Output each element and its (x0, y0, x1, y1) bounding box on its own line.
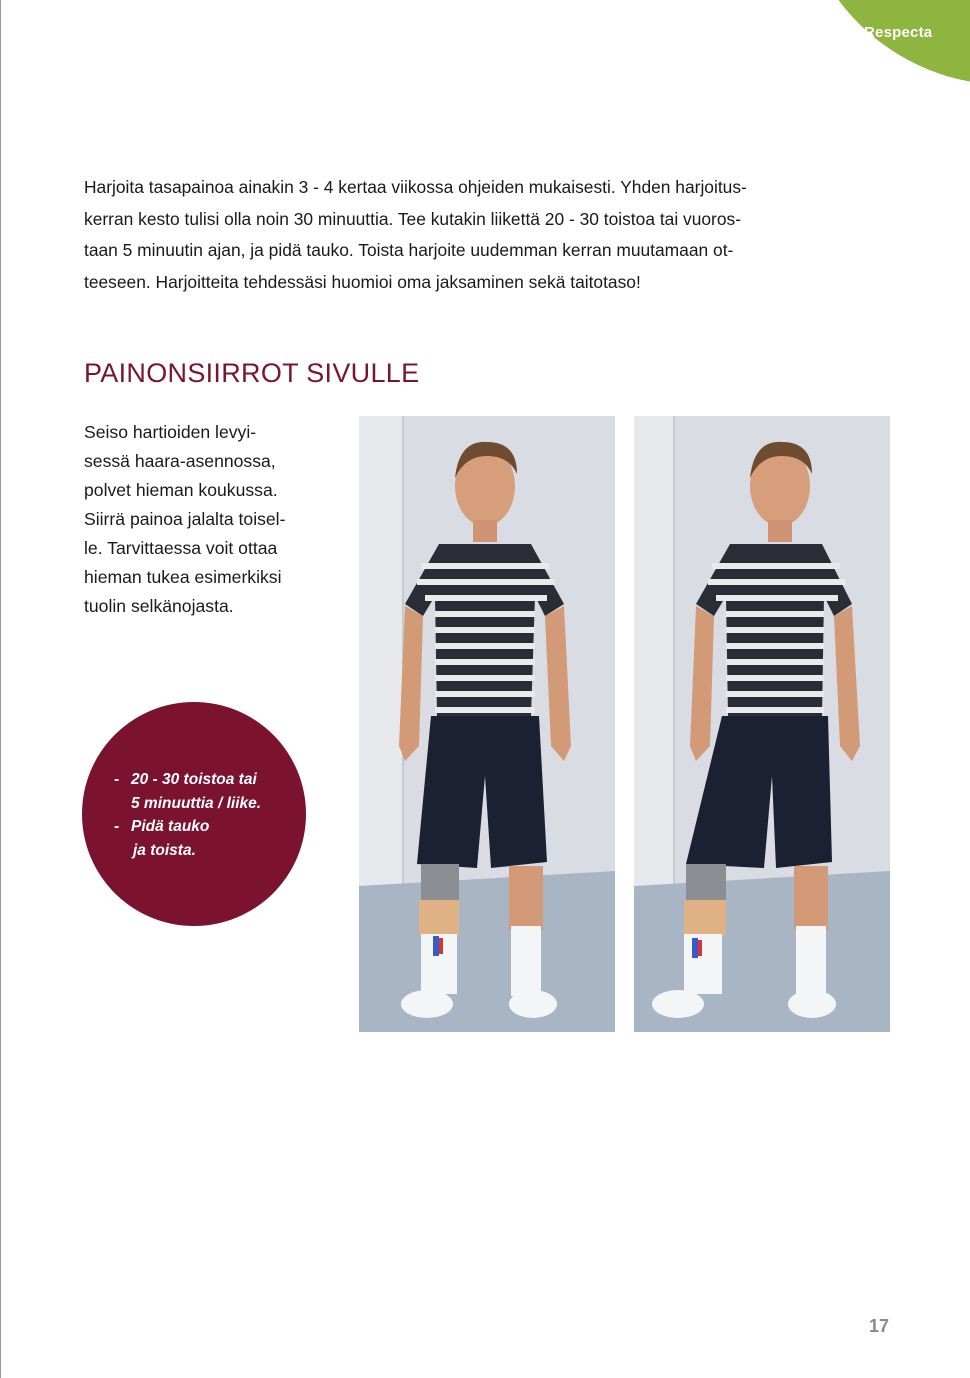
instruction-line: le. Tarvittaessa voit ottaa (84, 538, 278, 558)
brand-label: Respecta (864, 24, 933, 41)
tip-dash: - (114, 818, 120, 835)
instruction-line: Siirrä painoa jalalta toisel- (84, 509, 286, 529)
instruction-line: polvet hieman koukussa. (84, 480, 278, 500)
page-number: 17 (869, 1316, 890, 1336)
person-standing-photo-icon (634, 416, 890, 1032)
instruction-line: hieman tukea esimerkiksi (84, 567, 282, 587)
instruction-line: Seiso hartioiden levyi- (84, 422, 257, 442)
intro-line: taan 5 minuutin ajan, ja pidä tauko. Toista harjoite uudemman kerran muutamaan ot- (84, 240, 734, 260)
intro-line: teeseen. Harjoitteita tehdessäsi huomioi oma jaksaminen sekä taitotaso! (84, 271, 641, 292)
intro-line: kerran kesto tulisi olla noin 30 minuuttia. Tee kutakin liikettä 20 - 30 toistoa tai vuoros- (84, 208, 742, 229)
page-edge (0, 0, 1, 1378)
intro-line: Harjoita tasapainoa ainakin 3 - 4 kertaa viikossa ohjeiden mukaisesti. Yhden harjoitus- (84, 177, 747, 197)
tip-list (114, 768, 261, 862)
tip-item (114, 768, 261, 815)
exercise-instructions (84, 418, 344, 621)
tip-line: Pidä tauko (131, 818, 210, 835)
person-standing-photo-icon (359, 416, 615, 1032)
tip-dash: - (114, 771, 120, 788)
tip-line: ja toista. (133, 841, 196, 859)
brand-tab (798, 0, 970, 85)
intro-paragraph (84, 172, 884, 298)
instruction-line: sessä haara-asennossa, (84, 451, 276, 471)
section-heading: PAINONSIIRROT SIVULLE (84, 358, 420, 388)
instruction-line: tuolin selkänojasta. (84, 596, 234, 616)
tip-item (114, 815, 261, 862)
tip-line: 20 - 30 toistoa tai (131, 771, 257, 788)
tip-line: 5 minuuttia / liike. (131, 794, 262, 812)
exercise-photo-right (634, 416, 890, 1032)
exercise-photo-left (359, 416, 615, 1032)
